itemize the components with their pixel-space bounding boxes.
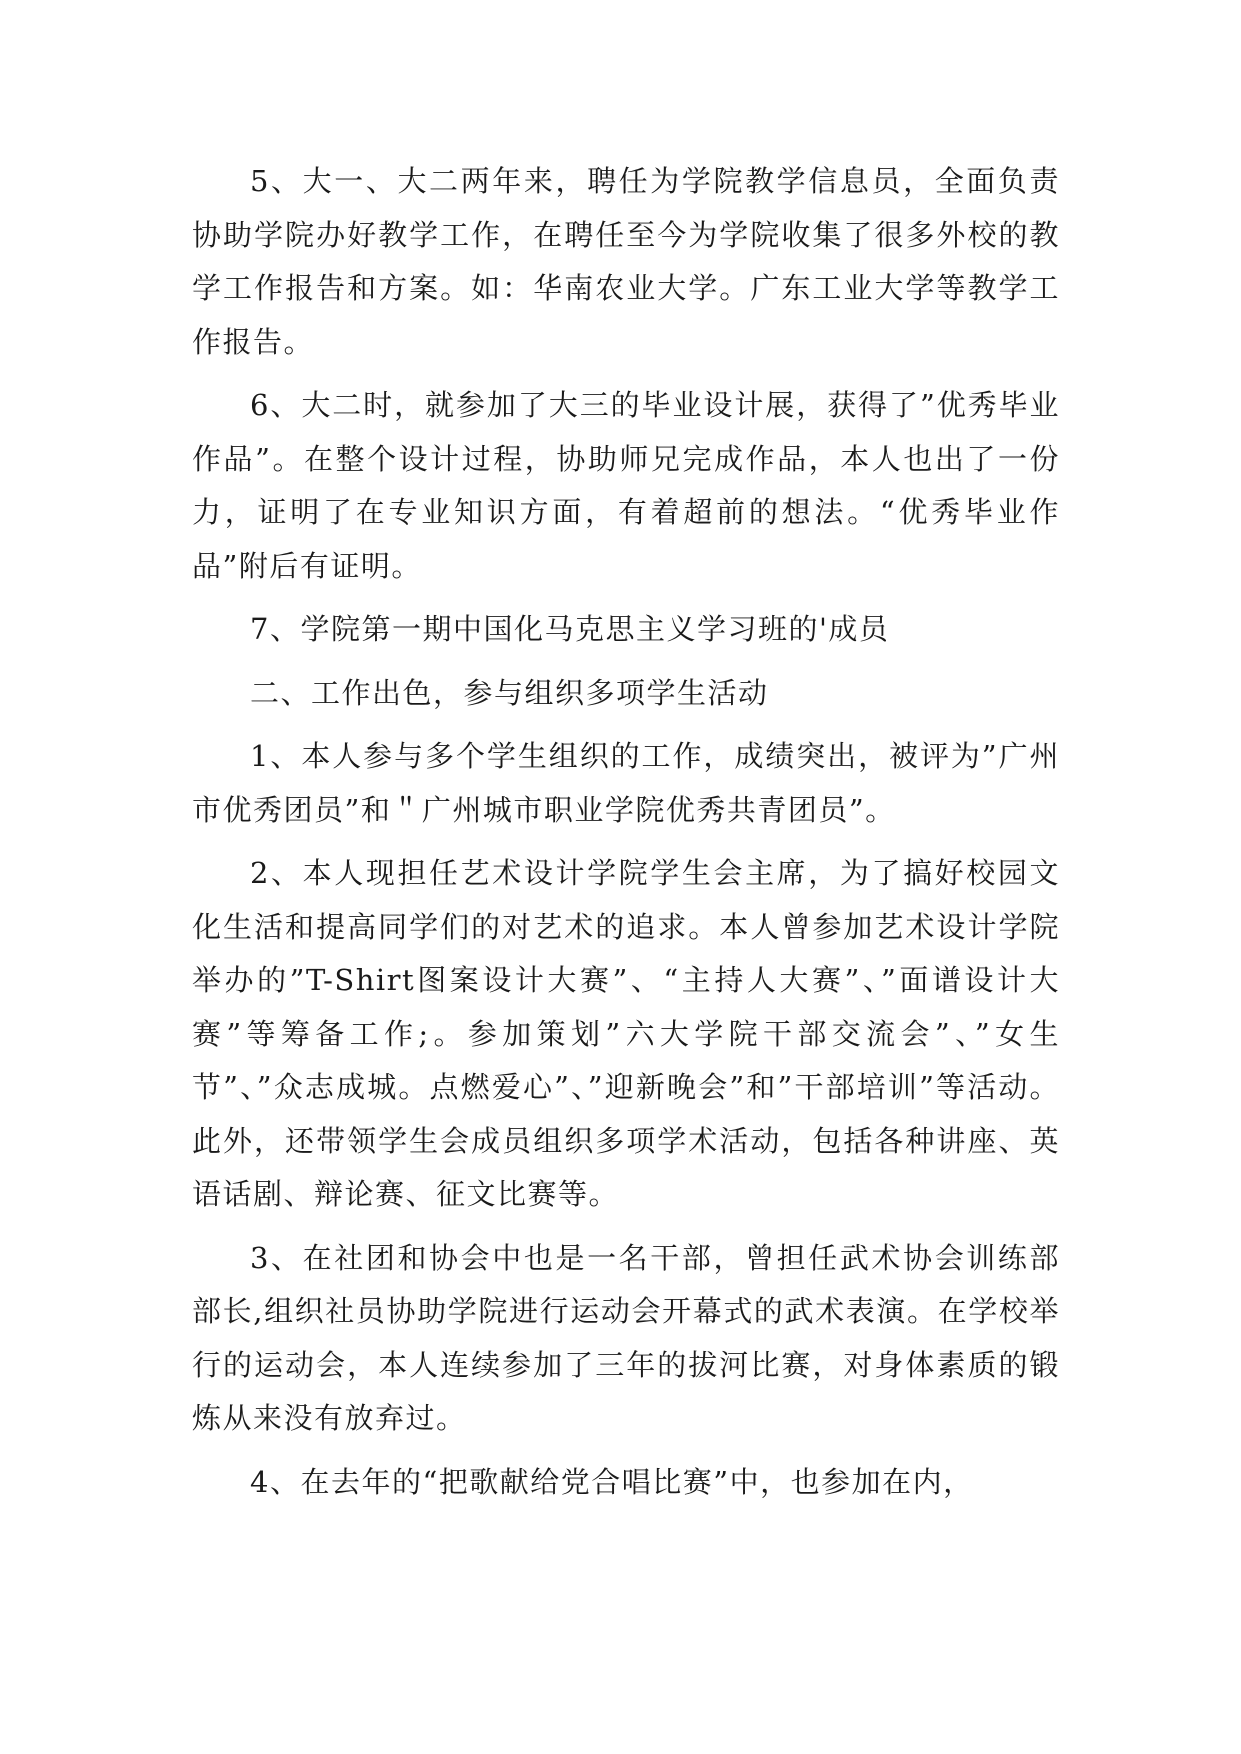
paragraph-6-graduation-exhibition: 6、大二时，就参加了大三的毕业设计展，获得了”优秀毕业作品”。在整个设计过程，协助师兄完成作品，本人也出了一份力，证明了在专业知识方面，有着超前的想法。“优秀毕业作品”附后有证明。	[192, 388, 1060, 583]
paragraph-3-martial-arts: 3、在社团和协会中也是一名干部，曾担任武术协会训练部部长,组织社员协助学院进行运动会开幕式的武术表演。在学校举行的运动会，本人连续参加了三年的拔河比赛，对身体素质的锻炼从来没有放弃过。	[192, 1240, 1060, 1435]
paragraph-4-choir: 4、在去年的“把歌献给党合唱比赛”中，也参加在内，	[250, 1464, 974, 1499]
paragraph-2-student-union: 2、本人现担任艺术设计学院学生会主席，为了搞好校园文化生活和提高同学们的对艺术的追求。本人曾参加艺术设计学院举办的”T-Shirt图案设计大赛”、“主持人大赛”、”面谱设计大赛”等筹备工作;。参加策划”六大学院干部交流会”、”女生节”、”众志成城。点燃爱心”、”迎新晚会”和”干部培训”等活动。此外，还带领学生会成员组织多项学术活动，包括各种讲座、英语话剧、辩论赛、征文比赛等。	[192, 856, 1060, 1211]
paragraph-7-study-class: 7、学院第一期中国化马克思主义学习班的'成员	[250, 612, 890, 646]
paragraph-5-teaching-informant: 5、大一、大二两年来，聘任为学院教学信息员，全面负责协助学院办好教学工作，在聘任至今为学院收集了很多外校的教学工作报告和方案。如：华南农业大学。广东工业大学等教学工作报告。	[192, 164, 1060, 359]
section-heading-2: 二、工作出色，参与组织多项学生活动	[250, 675, 769, 710]
paragraph-1-excellent-member: 1、本人参与多个学生组织的工作，成绩突出，被评为”广州市优秀团员”和＂广州城市职业学院优秀共青团员”。	[192, 739, 1060, 827]
document-body	[192, 155, 1060, 1509]
